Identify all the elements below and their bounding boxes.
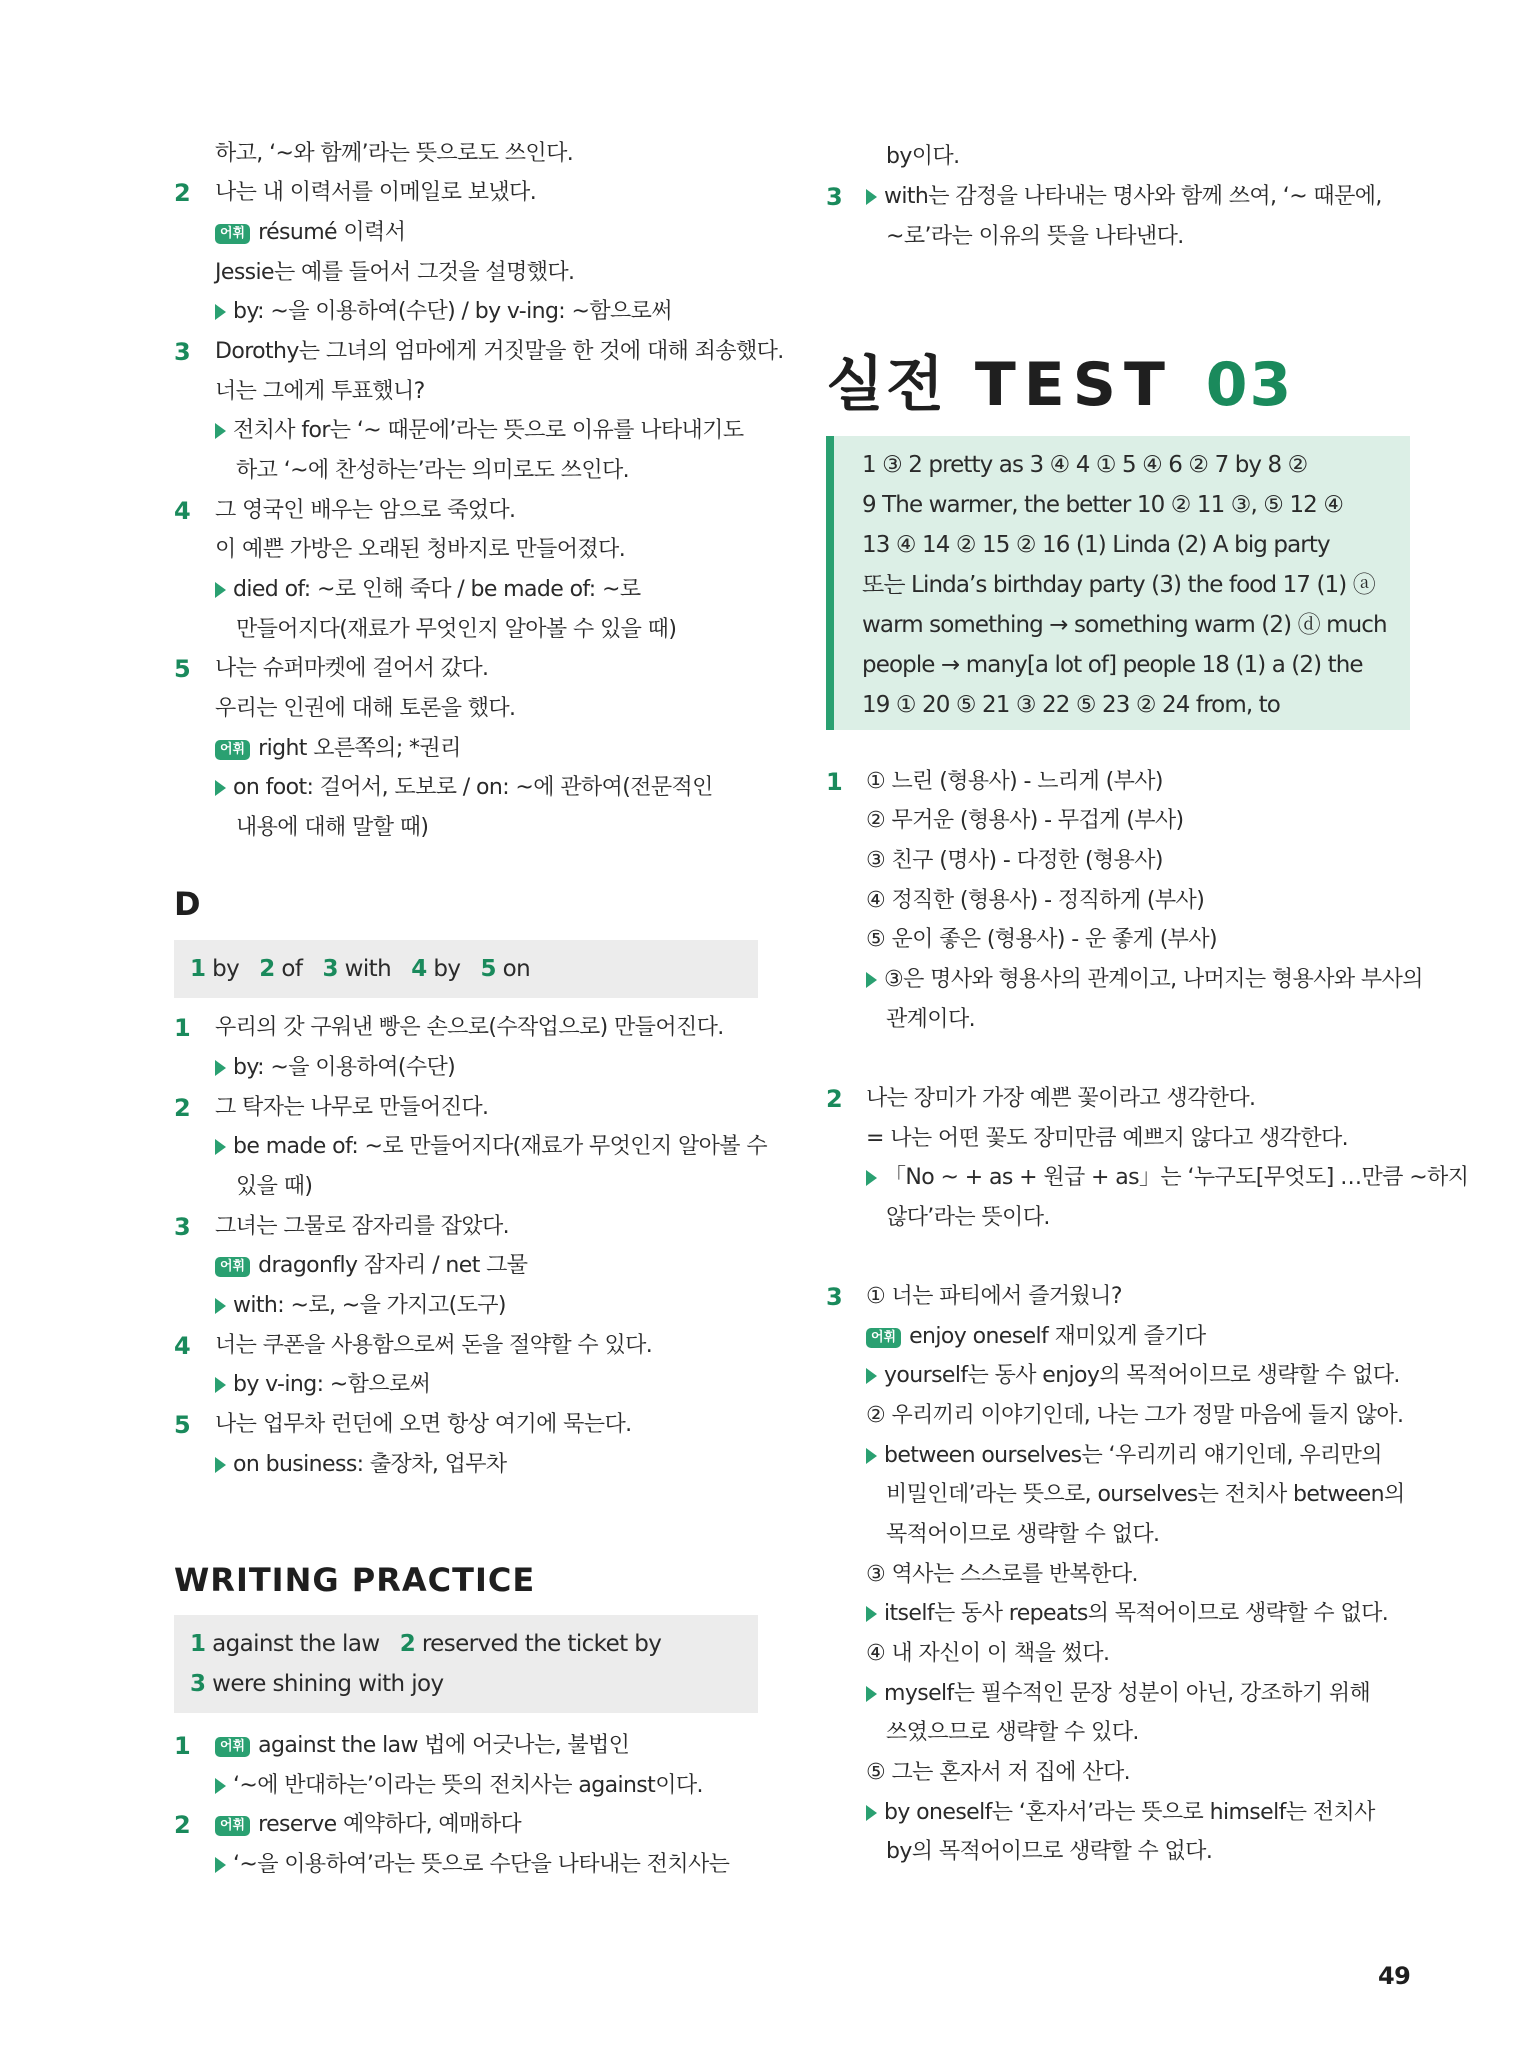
text-line: ① 너는 파티에서 즐거웠니?	[866, 1284, 1122, 1309]
text-line: Dorothy는 그녀의 엄마에게 거짓말을 한 것에 대해 죄송했다.	[215, 339, 784, 364]
answer-line: 또는 Linda’s birthday party (3) the food 17 (1) ⓐ	[862, 572, 1375, 598]
explanation-line: ‘~을 이용하여’라는 뜻으로 수단을 나타내는 전치사는	[215, 1850, 729, 1880]
explanation-line: by v-ing: ~함으로써	[215, 1370, 430, 1400]
text-line: 하고 ‘~에 찬성하는’라는 의미로도 쓰인다.	[236, 458, 630, 483]
text-line: 하고, ‘~와 함께’라는 뜻으로도 쓰인다.	[215, 141, 574, 166]
arrow-icon	[215, 423, 226, 439]
text-line: 그녀는 그물로 잠자리를 잡았다.	[215, 1214, 510, 1239]
arrow-icon	[866, 1686, 877, 1702]
text-line: 않다’라는 뜻이다.	[886, 1205, 1050, 1230]
answer-line: 19 ① 20 ⑤ 21 ③ 22 ⑤ 23 ② 24 from, to	[862, 692, 1280, 718]
arrow-icon	[866, 1368, 877, 1384]
test-answer-box	[826, 436, 1410, 730]
text-line: ⑤ 그는 혼자서 저 집에 산다.	[866, 1760, 1131, 1785]
vocab-line: 어휘 dragonfly 잠자리 / net 그물	[215, 1251, 527, 1281]
item-number: 3	[826, 1283, 843, 1311]
item-number: 3	[174, 338, 191, 366]
item-number: 2	[174, 1094, 191, 1122]
item-number: 4	[174, 497, 191, 525]
text-line: ① 느린 (형용사) - 느리게 (부사)	[866, 769, 1163, 794]
text-line: 만들어지다(재료가 무엇인지 알아볼 수 있을 때)	[236, 617, 677, 642]
arrow-icon	[215, 1139, 226, 1155]
vocab-line: 어휘 enjoy oneself 재미있게 즐기다	[866, 1322, 1206, 1352]
explanation-line: with: ~로, ~을 가지고(도구)	[215, 1291, 506, 1321]
text-line: 목적어이므로 생략할 수 없다.	[886, 1522, 1160, 1547]
text-line: 우리는 인권에 대해 토론을 했다.	[215, 696, 516, 721]
text-line: ④ 정직한 (형용사) - 정직하게 (부사)	[866, 888, 1205, 913]
arrow-icon	[215, 780, 226, 796]
explanation-line: myself는 필수적인 문장 성분이 아닌, 강조하기 위해	[866, 1679, 1370, 1709]
item-number: 5	[174, 655, 191, 683]
arrow-icon	[866, 1448, 877, 1464]
text-line: = 나는 어떤 꽃도 장미만큼 예쁘지 않다고 생각한다.	[866, 1126, 1349, 1151]
item-number: 5	[174, 1411, 191, 1439]
explanation-line: 「No ~ + as + 원급 + as」는 ‘누구도[무엇도] …만큼 ~하지	[866, 1163, 1468, 1193]
text-line: ③ 친구 (명사) - 다정한 (형용사)	[866, 848, 1163, 873]
text-line: ③ 역사는 스스로를 반복한다.	[866, 1562, 1138, 1587]
explanation-line: on foot: 걸어서, 도보로 / on: ~에 관하여(전문적인	[215, 773, 713, 803]
text-line: 관계이다.	[886, 1007, 976, 1032]
item-number: 1	[174, 1014, 191, 1042]
explanation-line: 전치사 for는 ‘~ 때문에’라는 뜻으로 이유를 나타내기도	[215, 416, 743, 446]
text-line: 너는 쿠폰을 사용함으로써 돈을 절약할 수 있다.	[215, 1333, 653, 1358]
text-line: 우리의 갓 구워낸 빵은 손으로(수작업으로) 만들어진다.	[215, 1015, 724, 1040]
text-line: 그 탁자는 나무로 만들어진다.	[215, 1095, 489, 1120]
vocab-badge: 어휘	[866, 1328, 901, 1348]
page-number: 49	[1378, 1962, 1411, 1990]
explanation-line: between ourselves는 ‘우리끼리 얘기인데, 우리만의	[866, 1441, 1382, 1471]
explanation-line: be made of: ~로 만들어지다(재료가 무엇인지 알아볼 수	[215, 1132, 767, 1162]
item-number: 2	[826, 1085, 843, 1113]
text-line: 쓰였으므로 생략할 수 있다.	[886, 1720, 1139, 1745]
text-line: 내용에 대해 말할 때)	[236, 815, 429, 840]
text-line: 너는 그에게 투표했니?	[215, 379, 425, 404]
answer-line: 9 The warmer, the better 10 ② 11 ③, ⑤ 12 ④	[862, 492, 1344, 518]
arrow-icon	[866, 1805, 877, 1821]
explanation-line: died of: ~로 인해 죽다 / be made of: ~로	[215, 575, 641, 605]
vocab-line: 어휘 against the law 법에 어긋나는, 불법인	[215, 1731, 629, 1761]
text-line: by의 목적어이므로 생략할 수 없다.	[886, 1839, 1213, 1864]
test-heading: 실전 TEST 03	[826, 350, 1294, 420]
explanation-line: by oneself는 ‘혼자서’라는 뜻으로 himself는 전치사	[866, 1798, 1375, 1828]
answer-line: warm something → something warm (2) ⓓ much	[862, 612, 1387, 638]
text-line: 이 예쁜 가방은 오래된 청바지로 만들어졌다.	[215, 537, 626, 562]
answer-line: 13 ④ 14 ② 15 ② 16 (1) Linda (2) A big party	[862, 532, 1330, 558]
explanation-line: itself는 동사 repeats의 목적어이므로 생략할 수 없다.	[866, 1599, 1388, 1629]
item-number: 1	[826, 768, 843, 796]
vocab-badge: 어휘	[215, 1737, 250, 1757]
arrow-icon	[866, 1170, 877, 1186]
item-number: 4	[174, 1332, 191, 1360]
arrow-icon	[215, 1457, 226, 1473]
arrow-icon	[215, 1377, 226, 1393]
vocab-badge: 어휘	[215, 224, 250, 244]
arrow-icon	[215, 582, 226, 598]
text-line: ② 우리끼리 이야기인데, 나는 그가 정말 마음에 들지 않아.	[866, 1403, 1404, 1428]
item-number: 3	[826, 183, 843, 211]
explanation-line: ‘~에 반대하는’이라는 뜻의 전치사는 against이다.	[215, 1771, 703, 1801]
item-number: 2	[174, 179, 191, 207]
text-line: 나는 슈퍼마켓에 걸어서 갔다.	[215, 656, 489, 681]
text-line: 있을 때)	[236, 1174, 313, 1199]
answer-line: 1 ③ 2 pretty as 3 ④ 4 ① 5 ④ 6 ② 7 by 8 ②	[862, 452, 1308, 478]
section-heading-d: D	[174, 885, 202, 923]
arrow-icon	[215, 1060, 226, 1076]
arrow-icon	[215, 1857, 226, 1873]
answer-line: 3 were shining with joy	[190, 1671, 444, 1697]
text-line: 나는 업무차 런던에 오면 항상 여기에 묵는다.	[215, 1412, 632, 1437]
text-line: Jessie는 예를 들어서 그것을 설명했다.	[215, 260, 575, 285]
arrow-icon	[215, 1298, 226, 1314]
item-number: 2	[174, 1811, 191, 1839]
text-line: ② 무거운 (형용사) - 무겁게 (부사)	[866, 808, 1184, 833]
text-line: ⑤ 운이 좋은 (형용사) - 운 좋게 (부사)	[866, 927, 1217, 952]
vocab-line: 어휘 right 오른쪽의; *권리	[215, 734, 461, 764]
arrow-icon	[866, 1606, 877, 1622]
explanation-line: ③은 명사와 형용사의 관계이고, 나머지는 형용사와 부사의	[866, 965, 1423, 995]
answer-box-writing	[174, 1615, 758, 1713]
item-number: 3	[174, 1213, 191, 1241]
arrow-icon	[215, 1778, 226, 1794]
explanation-line: with는 감정을 나타내는 명사와 함께 쓰여, ‘~ 때문에,	[866, 182, 1382, 212]
text-line: ④ 내 자신이 이 책을 썼다.	[866, 1641, 1110, 1666]
arrow-icon	[215, 304, 226, 320]
vocab-line: 어휘 reserve 예약하다, 예매하다	[215, 1810, 521, 1840]
answer-line: 1 against the law 2 reserved the ticket by	[190, 1631, 662, 1657]
answer-box-d	[174, 940, 758, 998]
text-line: 나는 내 이력서를 이메일로 보냈다.	[215, 180, 537, 205]
answer-line: 1 by 2 of 3 with 4 by 5 on	[190, 956, 531, 982]
text-line: by이다.	[886, 144, 960, 169]
text-line: 비밀인데’라는 뜻으로, ourselves는 전치사 between의	[886, 1482, 1405, 1507]
vocab-badge: 어휘	[215, 740, 250, 760]
explanation-line: by: ~을 이용하여(수단) / by v-ing: ~함으로써	[215, 297, 672, 327]
explanation-line: yourself는 동사 enjoy의 목적어이므로 생략할 수 없다.	[866, 1361, 1400, 1391]
text-line: ~로’라는 이유의 뜻을 나타낸다.	[886, 224, 1184, 249]
text-line: 그 영국인 배우는 암으로 죽었다.	[215, 498, 516, 523]
vocab-badge: 어휘	[215, 1816, 250, 1836]
section-heading-writing-practice: WRITING PRACTICE	[174, 1561, 536, 1599]
text-line: 나는 장미가 가장 예쁜 꽃이라고 생각한다.	[866, 1086, 1256, 1111]
answer-line: people → many[a lot of] people 18 (1) a (2) the	[862, 652, 1363, 678]
arrow-icon	[866, 972, 877, 988]
arrow-icon	[866, 189, 877, 205]
item-number: 1	[174, 1732, 191, 1760]
vocab-badge: 어휘	[215, 1257, 250, 1277]
explanation-line: by: ~을 이용하여(수단)	[215, 1053, 455, 1083]
explanation-line: on business: 출장차, 업무차	[215, 1450, 507, 1480]
vocab-line: 어휘 résumé 이력서	[215, 218, 405, 248]
